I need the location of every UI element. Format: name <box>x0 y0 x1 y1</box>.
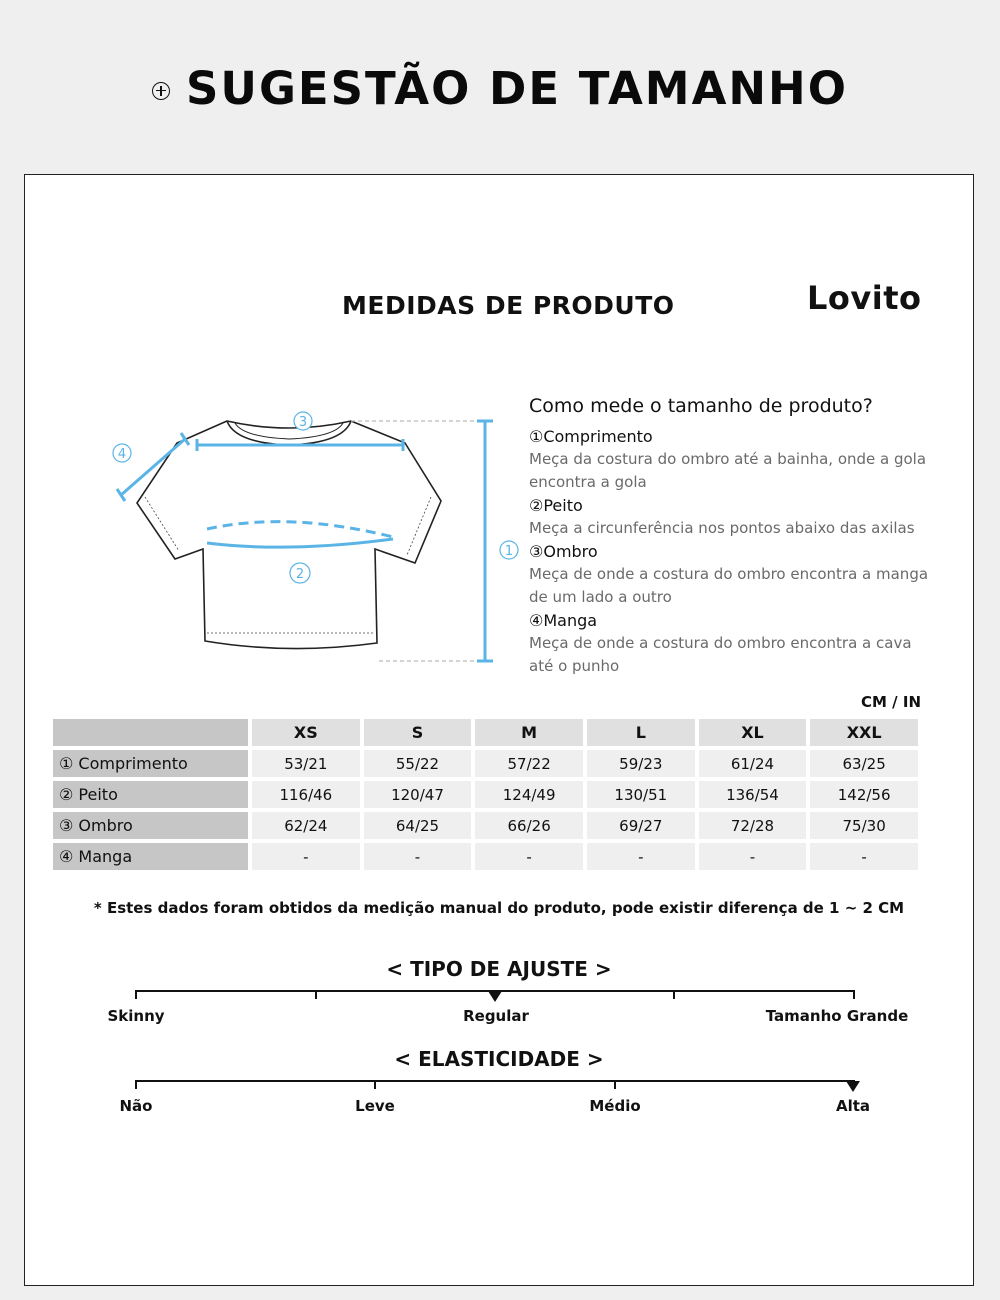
table-cell: - <box>699 843 807 870</box>
size-table <box>49 715 922 874</box>
tshirt-diagram <box>79 407 519 672</box>
size-guide-card <box>24 174 974 1286</box>
size-header: S <box>364 719 472 746</box>
row-label: ③ Ombro <box>53 812 248 839</box>
step-label-length: ①Comprimento <box>529 427 653 446</box>
table-cell: 120/47 <box>364 781 472 808</box>
step-label-sleeve: ④Manga <box>529 611 598 630</box>
step-desc-sleeve: Meça de onde a costura do ombro encontra a cava até o punho <box>529 634 912 675</box>
fit-label-regular: Regular <box>463 1007 529 1025</box>
instructions-title: Como mede o tamanho de produto? <box>529 395 873 417</box>
step-label-chest: ②Peito <box>529 496 583 515</box>
svg-text:4: 4 <box>117 447 127 462</box>
table-row <box>53 812 918 839</box>
elasticity-label-none: Não <box>119 1097 153 1115</box>
table-cell: 142/56 <box>810 781 918 808</box>
table-cell: 116/46 <box>252 781 360 808</box>
table-row <box>53 750 918 777</box>
fit-scale-tick <box>135 990 137 999</box>
table-row <box>53 781 918 808</box>
step-desc-chest: Meça a circunferência nos pontos abaixo das axilas <box>529 519 915 537</box>
fit-label-oversize: Tamanho Grande <box>765 1007 909 1025</box>
elasticity-selected-marker-icon <box>846 1081 860 1092</box>
elasticity-label-medium: Médio <box>589 1097 641 1115</box>
elasticity-scale-line <box>135 1080 855 1082</box>
elasticity-scale-title: < ELASTICIDADE > <box>394 1047 604 1071</box>
size-header: XXL <box>810 719 918 746</box>
table-cell: - <box>810 843 918 870</box>
table-cell: 57/22 <box>475 750 583 777</box>
fit-scale-tick <box>315 990 317 999</box>
elasticity-scale-tick <box>614 1080 616 1089</box>
table-cell: 124/49 <box>475 781 583 808</box>
card-title: MEDIDAS DE PRODUTO <box>342 291 675 320</box>
table-cell: 59/23 <box>587 750 695 777</box>
table-row <box>53 843 918 870</box>
table-cell: 55/22 <box>364 750 472 777</box>
table-cell: - <box>364 843 472 870</box>
svg-text:1: 1 <box>504 544 514 559</box>
fit-scale-tick <box>673 990 675 999</box>
table-cell: 61/24 <box>699 750 807 777</box>
size-header: L <box>587 719 695 746</box>
fit-label-skinny: Skinny <box>107 1007 165 1025</box>
step-desc-length: Meça da costura do ombro até a bainha, onde a gola encontra a gola <box>529 450 927 491</box>
table-cell: 64/25 <box>364 812 472 839</box>
fit-scale-tick <box>853 990 855 999</box>
table-cell: - <box>587 843 695 870</box>
fit-scale-title: < TIPO DE AJUSTE > <box>386 957 612 981</box>
table-cell: 136/54 <box>699 781 807 808</box>
measurement-note: * Estes dados foram obtidos da medição manual do produto, pode existir diferença de 1 ~ 2 CM <box>93 899 905 917</box>
table-cell: 66/26 <box>475 812 583 839</box>
table-cell: - <box>475 843 583 870</box>
elasticity-label-high: Alta <box>835 1097 871 1115</box>
row-label: ② Peito <box>53 781 248 808</box>
elasticity-scale-tick <box>374 1080 376 1089</box>
table-cell: 75/30 <box>810 812 918 839</box>
table-corner-cell <box>53 719 248 746</box>
size-header: M <box>475 719 583 746</box>
table-cell: 130/51 <box>587 781 695 808</box>
elasticity-label-light: Leve <box>355 1097 395 1115</box>
elasticity-scale-tick <box>135 1080 137 1089</box>
row-label: ④ Manga <box>53 843 248 870</box>
row-label: ① Comprimento <box>53 750 248 777</box>
table-cell: 69/27 <box>587 812 695 839</box>
table-cell: 72/28 <box>699 812 807 839</box>
table-cell: 53/21 <box>252 750 360 777</box>
tshirt-outline <box>137 421 441 649</box>
measure-instructions <box>529 395 939 678</box>
page-title: SUGESTÃO DE TAMANHO <box>186 62 848 115</box>
page-header <box>0 0 1000 175</box>
table-cell: - <box>252 843 360 870</box>
table-header-row <box>53 719 918 746</box>
table-cell: 62/24 <box>252 812 360 839</box>
plus-circle-icon <box>152 82 170 100</box>
unit-label: CM / IN <box>861 693 921 711</box>
brand-logo: Lovito <box>807 279 922 317</box>
fit-selected-marker-icon <box>488 991 502 1002</box>
size-header: XL <box>699 719 807 746</box>
step-desc-shoulder: Meça de onde a costura do ombro encontra a manga de um lado a outro <box>529 565 929 606</box>
step-label-shoulder: ③Ombro <box>529 542 598 561</box>
size-header: XS <box>252 719 360 746</box>
table-cell: 63/25 <box>810 750 918 777</box>
svg-text:2: 2 <box>295 567 305 582</box>
svg-text:3: 3 <box>298 415 308 430</box>
